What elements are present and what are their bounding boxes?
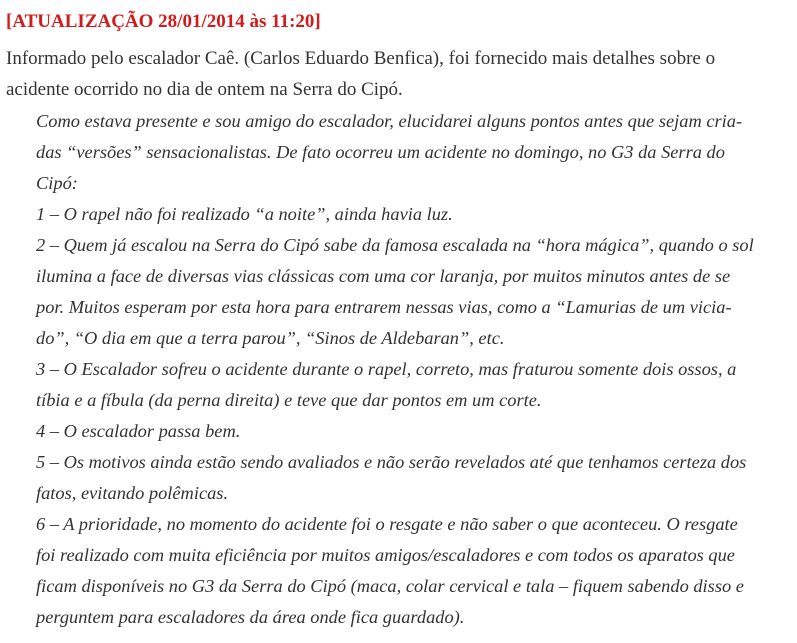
climber-statement-quote <box>36 106 788 633</box>
intro-line: Informado pelo escalador Caê. (Carlos Eduardo Benfica), foi fornecido mais detalhes sobre o <box>6 48 716 69</box>
quote-line: foi realizado com muita eficiência por muitos amigos/escaladores e com todos os aparatos que <box>36 545 735 565</box>
quote-line: ficam disponíveis no G3 da Serra do Cipó (maca, colar cervical e tala – fiquem sabendo disso e <box>36 576 744 596</box>
quote-line: fatos, evitando polêmicas. <box>36 483 229 503</box>
quote-line: das “versões” sensacionalistas. De fato ocorreu um acidente no domingo, no G3 da Serra do <box>36 142 725 162</box>
quote-point-4: 4 – O escalador passa bem. <box>36 421 241 441</box>
quote-line: ilumina a face de diversas vias clássicas com uma cor laranja, por muitos minutos antes de se <box>36 266 731 286</box>
quote-line: tíbia e a fíbula (da perna direita) e teve que dar pontos em um corte. <box>36 390 542 410</box>
quote-line: do”, “O dia em que a terra parou”, “Sinos de Aldebaran”, etc. <box>36 328 505 348</box>
quote-line: Como estava presente e sou amigo do escalador, elucidarei alguns pontos antes que sejam cria- <box>36 111 743 131</box>
quote-line: perguntem para escaladores da área onde fica guardado). <box>36 607 465 627</box>
update-heading: [ATUALIZAÇÃO 28/01/2014 às 11:20] <box>6 11 321 32</box>
quote-point-2: 2 – Quem já escalou na Serra do Cipó sabe da famosa escalada na “hora mágica”, quando o sol <box>36 235 754 255</box>
quote-point-1: 1 – O rapel não foi realizado “a noite”, ainda havia luz. <box>36 204 453 224</box>
intro-line: acidente ocorrido no dia de ontem na Serra do Cipó. <box>6 79 403 100</box>
quote-point-5: 5 – Os motivos ainda estão sendo avaliados e não serão revelados até que tenhamos certeza dos <box>36 452 747 472</box>
quote-point-6: 6 – A prioridade, no momento do acidente foi o resgate e não saber o que aconteceu. O resgate <box>36 514 738 534</box>
quote-point-3: 3 – O Escalador sofreu o acidente durante o rapel, correto, mas fraturou somente dois ossos, a <box>36 359 737 379</box>
quote-line: Cipó: <box>36 173 78 193</box>
intro-paragraph <box>6 43 791 105</box>
quote-line: por. Muitos esperam por esta hora para entrarem nessas vias, como a “Lamurias de um vicia- <box>36 297 732 317</box>
